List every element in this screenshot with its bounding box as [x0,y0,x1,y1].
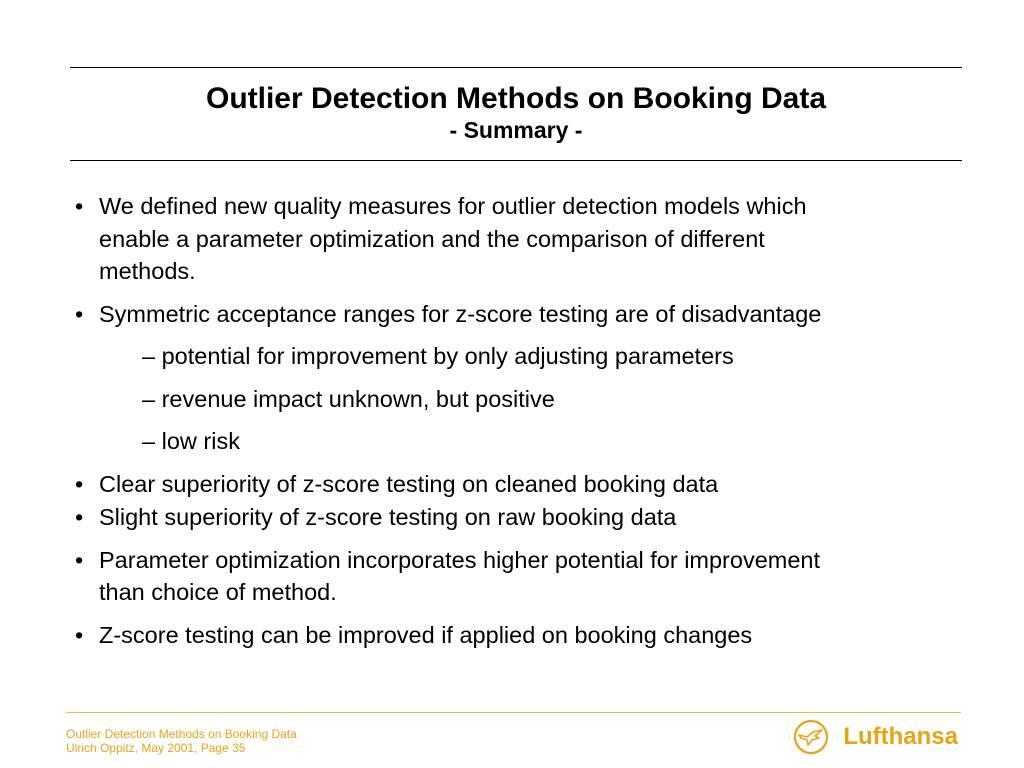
slide-title: Outlier Detection Methods on Booking Data [205,82,827,115]
sub-bullet-item [75,383,955,416]
bullet-item [75,190,955,288]
footer-title: Outlier Detection Methods on Booking Data [66,727,297,741]
bullet-item [75,544,955,609]
crane-logo-icon [793,719,829,755]
bullet-marker: • [75,470,84,497]
bullet-text-line: We defined new quality measures for outlier detection models which [99,193,807,219]
top-rule [70,67,962,68]
bullet-marker: • [75,546,84,573]
brand-logo [793,719,958,755]
bullet-text-line: Z-score testing can be improved if applied on booking changes [99,621,753,648]
bullet-list [75,190,955,651]
sub-bullet-marker: – [142,428,156,454]
footer-text [66,727,297,755]
bullet-text-line: methods. [99,258,196,284]
bullet-text-line: Clear superiority of z-score testing on cleaned booking data [99,470,719,497]
bullet-item [75,619,955,652]
bullet-marker: • [75,621,84,648]
title-block [70,82,962,144]
brand-name: Lufthansa [843,723,958,750]
bullet-text-line: enable a parameter optimization and the comparison of different [99,225,765,252]
sub-bullet-text: potential for improvement by only adjusting parameters [161,343,734,369]
sub-bullet-text: low risk [161,428,240,454]
bullet-marker: • [75,300,84,327]
bullet-marker: • [75,193,84,219]
sub-bullet-marker: – [142,385,156,412]
sub-bullet-item [75,425,955,458]
title-bottom-rule [70,160,962,161]
bullet-marker: • [75,504,84,530]
sub-bullet-item [75,340,955,373]
sub-bullet-text: revenue impact unknown, but positive [161,385,555,412]
footer-author-page: Ulrich Oppitz, May 2001, Page 35 [66,741,246,755]
footer-rule [66,712,961,713]
slide-subtitle: - Summary - [449,117,583,143]
bullet-text-line: Symmetric acceptance ranges for z-score testing are of disadvantage [99,300,822,327]
bullet-text-line: Parameter optimization incorporates higher potential for improvement [99,546,821,573]
bullet-text-line: Slight superiority of z-score testing on raw booking data [99,504,677,530]
sub-bullet-marker: – [142,343,156,369]
bullet-item [75,501,955,534]
bullet-text-line: than choice of method. [99,579,337,605]
bullet-item [75,298,955,331]
bullet-item [75,468,955,501]
